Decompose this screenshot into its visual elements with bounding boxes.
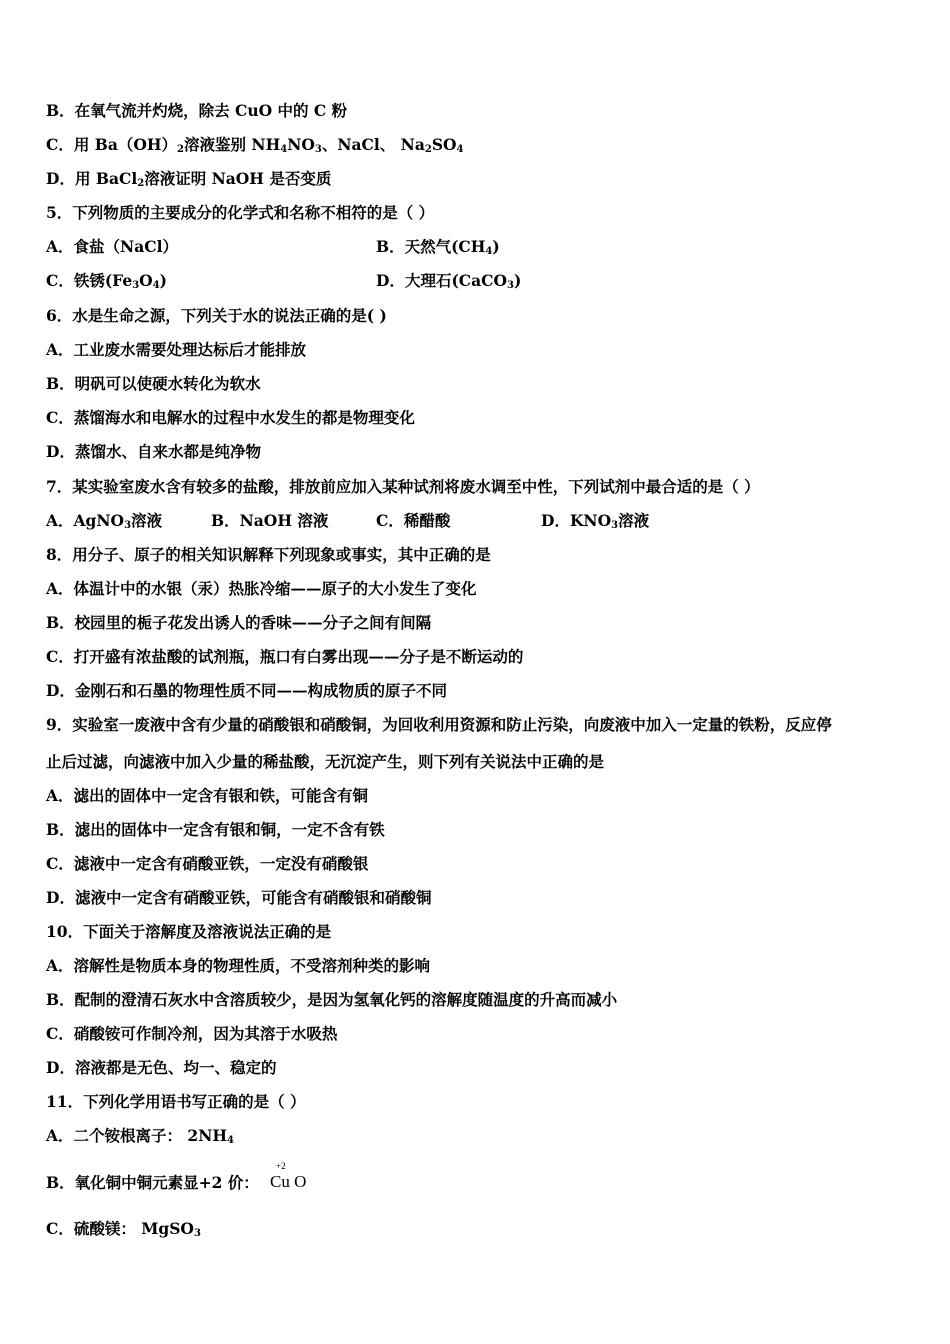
q9-option-d <box>46 888 431 908</box>
subscript: 2 <box>177 144 184 155</box>
text: 9．实验室一废液中含有少量的硝酸银和硝酸铜，为回收利用资源和防止污染，向废液中加入一定量的铁粉，反应停 <box>46 715 832 734</box>
text: C．铁锈(Fe <box>46 271 133 290</box>
text: C．稀醋酸 <box>376 511 451 530</box>
question-7 <box>46 477 760 497</box>
q7-option-d <box>541 511 649 531</box>
subscript: 3 <box>193 1228 201 1239</box>
text: 止后过滤，向滤液中加入少量的稀盐酸，无沉淀产生，则下列有关说法中正确的是 <box>46 752 605 771</box>
text: D．溶液都是无色、均一、稳定的 <box>46 1058 277 1077</box>
question-8 <box>46 545 491 565</box>
text: D．用 BaCl <box>46 169 138 188</box>
text: 11．下列化学用语书写正确的是（ ） <box>46 1092 306 1111</box>
q5-option-c <box>46 271 167 291</box>
q11-option-a <box>46 1126 234 1146</box>
q8-option-c <box>46 647 523 667</box>
text: A．滤出的固体中一定含有银和铁，可能含有铜 <box>46 786 369 805</box>
text: A．食盐（NaCl） <box>46 237 178 256</box>
text: C．打开盛有浓盐酸的试剂瓶，瓶口有白雾出现——分子是不断运动的 <box>46 647 524 666</box>
option-d-bacl2 <box>46 169 331 189</box>
text: D．滤液中一定含有硝酸亚铁，可能含有硝酸银和硝酸铜 <box>46 888 432 907</box>
question-5 <box>46 203 434 223</box>
text: C．硝酸铵可作制冷剂，因为其溶于水吸热 <box>46 1024 338 1043</box>
subscript: 4 <box>456 144 464 155</box>
subscript: 4 <box>485 246 493 257</box>
text: ) <box>159 271 167 290</box>
question-9-line-2 <box>46 752 604 772</box>
q5-option-d <box>376 271 521 291</box>
text: 8．用分子、原子的相关知识解释下列现象或事实，其中正确的是 <box>46 545 491 564</box>
text: B．天然气(CH <box>376 237 486 256</box>
q7-option-c <box>376 511 450 531</box>
question-10 <box>46 922 331 942</box>
question-11 <box>46 1092 305 1112</box>
text: O <box>139 271 153 290</box>
text: A．二个铵根离子： 2NH <box>46 1126 228 1145</box>
text: B．滤出的固体中一定含有银和铜，一定不含有铁 <box>46 820 385 839</box>
subscript: 3 <box>124 520 132 531</box>
q6-option-c <box>46 408 415 428</box>
text: 、NaCl、 Na <box>321 135 425 154</box>
text: D．金刚石和石墨的物理性质不同——构成物质的原子不同 <box>46 681 447 700</box>
text: 5．下列物质的主要成分的化学式和名称不相符的是（ ） <box>46 203 435 222</box>
q7-option-a <box>46 511 162 531</box>
text: A．体温计中的水银（汞）热胀冷缩——原子的大小发生了变化 <box>46 579 477 598</box>
text: ) <box>513 271 522 290</box>
text: 7．某实验室废水含有较多的盐酸，排放前应加入某种试剂将废水调至中性，下列试剂中最合适的是（ ） <box>46 477 760 496</box>
text: NO <box>287 135 315 154</box>
text: C．用 Ba（OH） <box>46 135 178 154</box>
text: B．校园里的栀子花发出诱人的香味——分子之间有间隔 <box>46 613 432 632</box>
text: 溶液 <box>618 511 650 530</box>
text: A．AgNO <box>46 511 125 530</box>
q10-option-a <box>46 956 430 976</box>
text: A．工业废水需要处理达标后才能排放 <box>46 340 307 359</box>
subscript: 4 <box>152 280 160 291</box>
subscript: 3 <box>507 280 514 291</box>
q8-option-d <box>46 681 447 701</box>
subscript: 4 <box>280 144 288 155</box>
question-9-line-1 <box>46 715 832 735</box>
text: B．氧化铜中铜元素显+2 价： <box>46 1173 259 1192</box>
subscript: 3 <box>314 144 322 155</box>
subscript: 2 <box>424 144 432 155</box>
text: 6．水是生命之源，下列关于水的说法正确的是( ) <box>46 306 387 325</box>
q8-option-a <box>46 579 477 599</box>
text: D．蒸馏水、自来水都是纯净物 <box>46 442 261 461</box>
text: B．在氧气流并灼烧，除去 CuO 中的 C 粉 <box>46 101 348 120</box>
q8-option-b <box>46 613 431 633</box>
q5-option-b <box>376 237 500 257</box>
option-c-barium <box>46 135 464 155</box>
text: C．硫酸镁： MgSO <box>46 1219 194 1238</box>
q10-option-b <box>46 990 617 1010</box>
q9-option-a <box>46 786 368 806</box>
subscript: 3 <box>611 520 619 531</box>
text: A．溶解性是物质本身的物理性质，不受溶剂种类的影响 <box>46 956 431 975</box>
text: 溶液鉴别 NH <box>184 135 281 154</box>
subscript: 2 <box>137 178 145 189</box>
text: ) <box>492 237 500 256</box>
q9-option-b <box>46 820 385 840</box>
text: 溶液证明 NaOH 是否变质 <box>144 169 332 188</box>
subscript: 4 <box>227 1135 234 1146</box>
text: B．配制的澄清石灰水中含溶质较少，是因为氢氧化钙的溶解度随温度的升高而减小 <box>46 990 618 1009</box>
option-b-oxygen <box>46 101 347 121</box>
q11-option-b <box>46 1173 259 1193</box>
q5-option-a <box>46 237 178 257</box>
q7-option-b <box>211 511 328 531</box>
q11-charge-label: +2 <box>276 1161 286 1171</box>
q9-option-c <box>46 854 368 874</box>
question-6 <box>46 306 387 326</box>
text: SO <box>431 135 457 154</box>
q10-option-d <box>46 1058 276 1078</box>
text: 10．下面关于溶解度及溶液说法正确的是 <box>46 922 332 941</box>
q10-option-c <box>46 1024 337 1044</box>
q11-option-c <box>46 1219 201 1239</box>
subscript: 3 <box>132 280 140 291</box>
text: D．大理石(CaCO <box>376 271 507 290</box>
text: D．KNO <box>541 511 612 530</box>
text: C．蒸馏海水和电解水的过程中水发生的都是物理变化 <box>46 408 415 427</box>
text: B．明矾可以使硬水转化为软水 <box>46 374 261 393</box>
text: 溶液 <box>131 511 163 530</box>
q6-option-b <box>46 374 261 394</box>
q6-option-d <box>46 442 261 462</box>
q6-option-a <box>46 340 306 360</box>
text: C．滤液中一定含有硝酸亚铁，一定没有硝酸银 <box>46 854 369 873</box>
q11-cuo-formula: Cu O <box>270 1172 307 1191</box>
text: B．NaOH 溶液 <box>211 511 329 530</box>
